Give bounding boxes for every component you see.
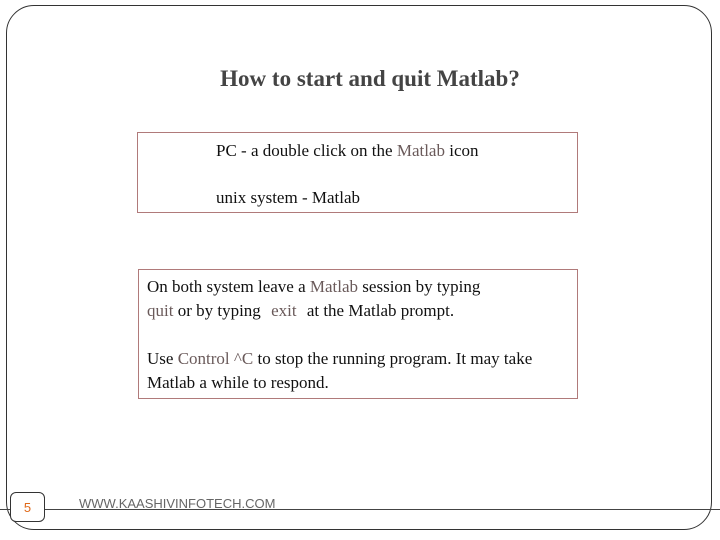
quit-instructions-box (138, 269, 578, 399)
footer-url: WWW.KAASHIVINFOTECH.COM (79, 496, 276, 511)
pc-start-text: PC - a double click on the (216, 141, 397, 160)
exit-command: exit (271, 301, 297, 320)
control-c-command: Control ^C (177, 349, 254, 368)
pc-start-suffix: icon (444, 141, 479, 160)
quit-text-2: session by typing (358, 277, 481, 296)
matlab-highlight: Matlab (309, 277, 359, 296)
quit-command: quit (147, 301, 174, 320)
quit-text-1: On both system leave a (147, 277, 310, 296)
quit-text-3: or by typing (173, 301, 266, 320)
slide-title: How to start and quit Matlab? (220, 66, 520, 91)
matlab-highlight: Matlab (396, 141, 445, 160)
quit-text-4: at the Matlab prompt. (302, 301, 455, 320)
interrupt-paragraph (147, 347, 569, 395)
unix-start-line: unix system - Matlab (216, 188, 361, 207)
start-instructions-box (137, 132, 578, 213)
page-number-badge: 5 (10, 492, 45, 522)
interrupt-text-1: Use (147, 349, 178, 368)
interrupt-text-2: to stop the running program. It may take Matlab a while to respond. (147, 349, 533, 392)
pc-start-line (216, 139, 479, 163)
quit-paragraph (147, 275, 569, 323)
